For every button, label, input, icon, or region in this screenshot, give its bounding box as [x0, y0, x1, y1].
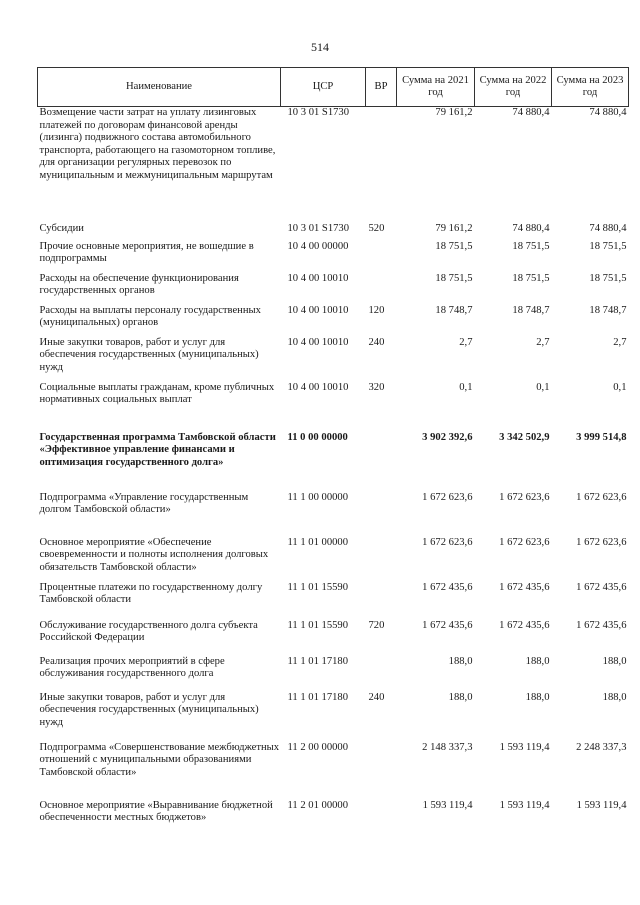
cell-sum-2022: 2,7	[536, 336, 550, 348]
cell-csr: 11 1 01 00000	[287, 536, 349, 548]
cell-vr	[366, 537, 397, 582]
table-row	[38, 382, 629, 432]
header-sum-2021: Сумма на 2021 год	[397, 68, 475, 107]
cell-sum-2023: 188,0	[602, 655, 627, 667]
table-row	[38, 800, 629, 845]
cell-sum-2023: 2,7	[613, 336, 627, 348]
cell-sum-2021: 1 593 119,4	[422, 799, 473, 811]
table-row	[38, 582, 629, 620]
page-number: 514	[311, 40, 329, 54]
cell-sum-2021: 18 748,7	[435, 304, 473, 316]
cell-sum-2023: 74 880,4	[589, 107, 627, 118]
cell-csr: 11 2 00 00000	[287, 741, 349, 753]
cell-csr: 11 1 01 17180	[287, 655, 349, 667]
cell-sum-2021: 2 148 337,3	[422, 741, 473, 753]
table-row	[38, 273, 629, 305]
cell-sum-2023: 18 751,5	[589, 272, 627, 284]
cell-name: Реализация прочих мероприятий в сфере обслуживания государственного долга	[39, 655, 225, 679]
cell-sum-2021: 1 672 435,6	[422, 581, 473, 593]
cell-sum-2023: 1 672 435,6	[576, 619, 627, 631]
cell-sum-2023: 18 751,5	[589, 240, 627, 252]
header-sum-2022: Сумма на 2022 год	[475, 68, 552, 107]
cell-sum-2022: 18 751,5	[512, 272, 550, 284]
cell-sum-2021: 188,0	[448, 691, 473, 703]
cell-sum-2022: 1 672 623,6	[499, 491, 550, 503]
cell-csr: 10 4 00 00000	[287, 240, 349, 252]
cell-vr	[366, 107, 397, 223]
cell-vr	[366, 273, 397, 305]
cell-name: Социальные выплаты гражданам, кроме публичных нормативных социальных выплат	[39, 381, 275, 405]
cell-sum-2021: 79 161,2	[435, 107, 473, 118]
cell-sum-2021: 3 902 392,6	[422, 431, 473, 443]
cell-sum-2021: 1 672 623,6	[422, 491, 473, 503]
cell-csr: 10 4 00 10010	[287, 304, 349, 316]
cell-sum-2022: 188,0	[525, 655, 550, 667]
cell-name: Обслуживание государственного долга субъекта Российской Федерации	[39, 619, 258, 643]
cell-sum-2022: 74 880,4	[512, 107, 550, 118]
cell-vr	[366, 492, 397, 537]
cell-csr: 11 1 01 15590	[287, 581, 349, 593]
cell-name: Расходы на обеспечение функционирования государственных органов	[39, 272, 239, 296]
cell-sum-2021: 1 672 435,6	[422, 619, 473, 631]
cell-csr: 11 1 01 17180	[287, 691, 349, 703]
table-row	[38, 305, 629, 337]
cell-sum-2022: 1 593 119,4	[499, 799, 550, 811]
table-row	[38, 492, 629, 537]
cell-vr: 120	[368, 304, 385, 316]
table-row	[38, 537, 629, 582]
table-row	[38, 620, 629, 656]
table-body	[38, 107, 629, 845]
cell-csr: 11 1 00 00000	[287, 491, 349, 503]
cell-vr	[366, 241, 397, 273]
cell-sum-2021: 2,7	[459, 336, 473, 348]
cell-vr: 240	[368, 691, 385, 703]
cell-sum-2023: 1 593 119,4	[576, 799, 627, 811]
cell-name: Государственная программа Тамбовской области «Эффективное управление финансами и оптимизация государственного долга»	[39, 431, 276, 468]
table-row	[38, 223, 629, 241]
budget-table	[37, 67, 629, 845]
cell-vr	[366, 742, 397, 800]
cell-csr: 11 1 01 15590	[287, 619, 349, 631]
cell-sum-2023: 188,0	[602, 691, 627, 703]
header-name: Наименование	[38, 68, 281, 107]
cell-sum-2023: 3 999 514,8	[576, 431, 627, 443]
cell-vr: 320	[368, 381, 385, 393]
cell-sum-2022: 1 672 623,6	[499, 536, 550, 548]
header-vr: ВР	[366, 68, 397, 107]
cell-sum-2022: 0,1	[536, 381, 550, 393]
cell-sum-2022: 1 672 435,6	[499, 619, 550, 631]
cell-sum-2021: 18 751,5	[435, 272, 473, 284]
cell-vr	[366, 432, 397, 492]
table-row	[38, 432, 629, 492]
cell-csr: 10 4 00 10010	[287, 336, 349, 348]
table-row	[38, 337, 629, 382]
cell-csr: 10 4 00 10010	[287, 272, 349, 284]
cell-name: Процентные платежи по государственному долгу Тамбовской области	[39, 581, 263, 605]
table-row	[38, 241, 629, 273]
cell-sum-2022: 18 748,7	[512, 304, 550, 316]
cell-name: Иные закупки товаров, работ и услуг для обеспечения государственных (муниципальных) нужд	[39, 336, 259, 373]
cell-vr	[366, 582, 397, 620]
cell-sum-2022: 3 342 502,9	[499, 431, 550, 443]
cell-name: Возмещение части затрат на уплату лизинговых платежей по договорам финансовой аренды (лизинга) подвижного состава автомобильного транспорта, работающего на газомоторном топливе, для организации регулярных перевозок по муниципальным и межмуниципальным маршрутам	[39, 107, 276, 181]
cell-sum-2021: 18 751,5	[435, 240, 473, 252]
cell-sum-2021: 188,0	[448, 655, 473, 667]
cell-vr	[366, 656, 397, 692]
header-csr: ЦСР	[281, 68, 366, 107]
cell-csr: 11 0 00 00000	[287, 431, 348, 443]
cell-sum-2022: 1 593 119,4	[499, 741, 550, 753]
cell-sum-2022: 188,0	[525, 691, 550, 703]
cell-name: Основное мероприятие «Обеспечение своевременности и полноты исполнения долговых обязательств Тамбовской области»	[39, 536, 269, 573]
cell-sum-2023: 1 672 435,6	[576, 581, 627, 593]
cell-sum-2023: 1 672 623,6	[576, 491, 627, 503]
cell-sum-2021: 0,1	[459, 381, 473, 393]
cell-sum-2022: 74 880,4	[512, 222, 550, 234]
cell-sum-2022: 18 751,5	[512, 240, 550, 252]
table-row	[38, 107, 629, 223]
cell-csr: 10 3 01 S1730	[287, 222, 350, 234]
cell-name: Иные закупки товаров, работ и услуг для обеспечения государственных (муниципальных) нужд	[39, 691, 259, 728]
cell-sum-2023: 74 880,4	[589, 222, 627, 234]
cell-csr: 10 4 00 10010	[287, 381, 349, 393]
cell-vr: 520	[368, 222, 385, 234]
cell-name: Подпрограмма «Управление государственным долгом Тамбовской области»	[39, 491, 249, 515]
cell-sum-2023: 1 672 623,6	[576, 536, 627, 548]
cell-csr: 10 3 01 S1730	[287, 107, 350, 118]
table-row	[38, 692, 629, 742]
cell-vr: 240	[368, 336, 385, 348]
cell-name: Расходы на выплаты персоналу государственных (муниципальных) органов	[39, 304, 261, 328]
cell-sum-2021: 79 161,2	[435, 222, 473, 234]
cell-name: Субсидии	[39, 222, 84, 234]
cell-csr: 11 2 01 00000	[287, 799, 349, 811]
cell-vr: 720	[368, 619, 385, 631]
cell-name: Основное мероприятие «Выравнивание бюджетной обеспеченности местных бюджетов»	[39, 799, 273, 823]
table-row	[38, 742, 629, 800]
header-sum-2023: Сумма на 2023 год	[552, 68, 629, 107]
cell-name: Подпрограмма «Совершенствование межбюджетных отношений с муниципальными образованиями Тамбовской области»	[39, 741, 280, 778]
table-header-row	[38, 68, 629, 107]
cell-sum-2021: 1 672 623,6	[422, 536, 473, 548]
cell-sum-2023: 0,1	[613, 381, 627, 393]
cell-sum-2023: 18 748,7	[589, 304, 627, 316]
cell-vr	[366, 800, 397, 845]
cell-name: Прочие основные мероприятия, не вошедшие в подпрограммы	[39, 240, 254, 264]
table-row	[38, 656, 629, 692]
cell-sum-2023: 2 248 337,3	[576, 741, 627, 753]
cell-sum-2022: 1 672 435,6	[499, 581, 550, 593]
